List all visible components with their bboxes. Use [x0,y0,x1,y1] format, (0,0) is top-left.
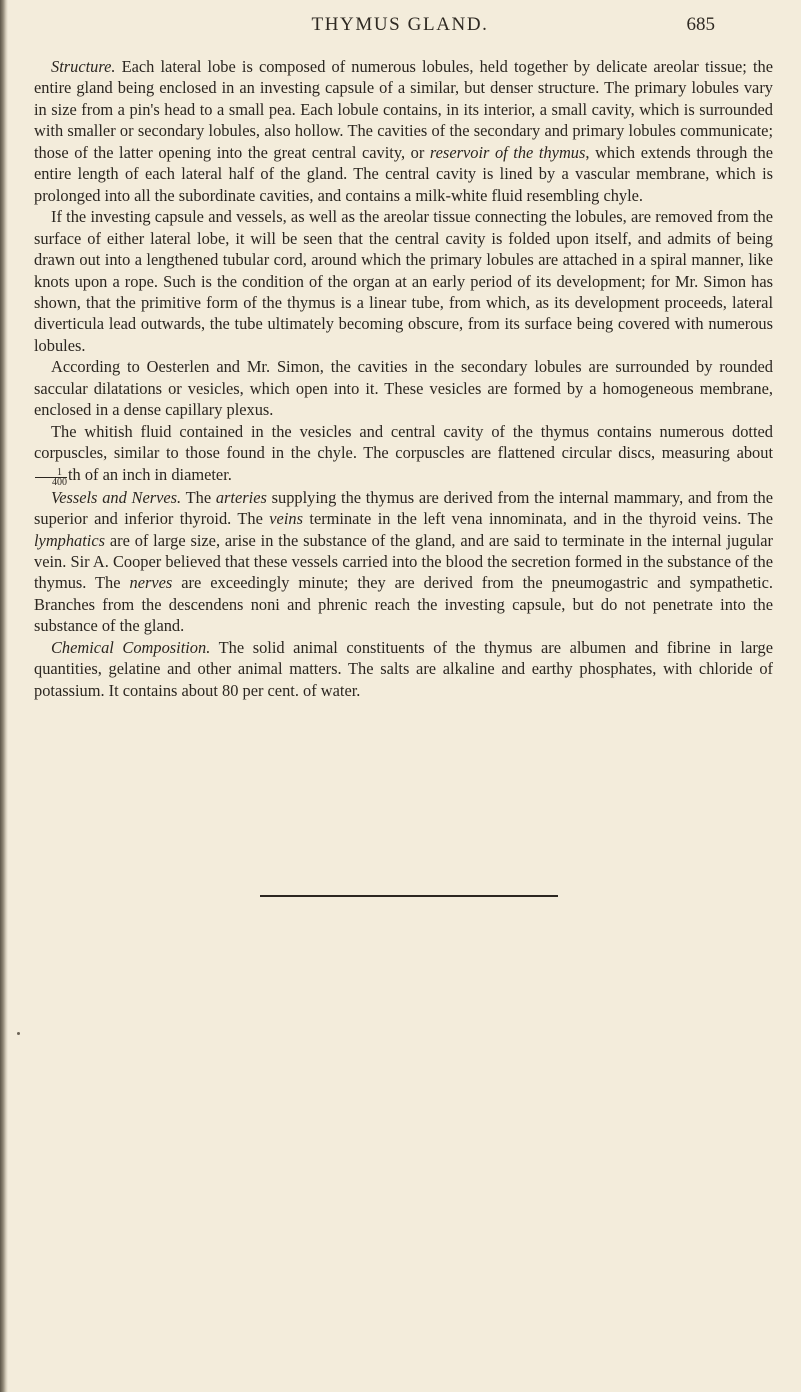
paragraph-text: According to Oesterlen and Mr. Simon, the cavities in the secondary lobules are surrounded by rounded saccular dilatations or vesicles, which open into it. These vesicles are formed by a homogeneous membrane, enclosed in a dense capillary plexus. [34,357,773,420]
paragraph-vesicles [34,356,773,420]
page-number: 685 [686,14,715,35]
paragraph-development [34,206,773,356]
paragraph-text: If the investing capsule and vessels, as well as the areolar tissue connecting the lobules, are removed from the surface of either lateral lobe, it will be seen that the central cavity is folded upon itself, and admits of being drawn out into a lengthened tubular cord, around which the primary lobules are attached in a spiral manner, like knots upon a rope. Such is the condition of the organ at an early period of its development; for Mr. Simon has shown, that the primitive form of the thymus is a linear tube, from which, as its development proceeds, lateral diverticula lead outwards, the tube ultimately becoming obscure, from its surface being covered with numerous lobules. [34,207,773,355]
paragraph-text: Each lateral lobe is composed of numerous lobules, held together by delicate areolar tissue; the entire gland being enclosed in an investing capsule of a similar, but denser structure. The primary lobules vary in size from a pin's head to a small pea. Each lobule contains, in its interior, a small cavity, which is surrounded with smaller or secondary lobules, also hollow. The cavities of the secondary and primary lobules communicate; those of the latter opening into the great central cavity, or [34,57,773,162]
section-heading-structure: Structure. [51,57,116,76]
paragraph-text: terminate in the left vena innominata, and in the thyroid veins. The [302,509,773,529]
paragraph-text: , which extends through the entire length of each lateral half of the gland. The central cavity is lined by a vascular membrane, which is prolonged into all the subordinate cavities, and contains a milk-white fluid resembling chyle. [34,142,773,205]
paragraph-text: are of large size, arise in the substance of the gland, and are said to terminate in the internal jugular vein. Sir A. Cooper believed that these vessels carried into the blood the secretion formed in the substance of the thymus. The [34,530,773,593]
paper-spot [17,1032,20,1035]
section-end-rule [260,895,558,897]
body-text [34,56,773,701]
italic-term: lymphatics [34,530,106,550]
running-title: THYMUS GLAND. [311,14,489,35]
paragraph-vessels-nerves [34,487,773,637]
paragraph-fluid [34,421,773,487]
fraction [35,468,67,487]
paragraph-chemical-composition [34,637,773,701]
paragraph-text: The solid animal constituents of the thymus are albumen and fibrine in large quantities, gelatine and other animal matters. The salts are alkaline and earthy phosphates, with chloride of potassium. It contains about 80 per cent. of water. [34,637,773,700]
fraction-denominator: 400 [52,476,67,488]
fraction-numerator: 1 [35,468,67,478]
paragraph-text: are exceedingly minute; they are derived from the pneumogastric and sympathetic. Branches from the descendens noni and phrenic reach the investing capsule, but do not penetrate into the substance of the gland. [34,573,774,636]
paragraph-structure [34,56,773,206]
italic-term: arteries [215,487,267,507]
paragraph-text: supplying the thymus are derived from the internal mammary, and from the superior and inferior thyroid. The [34,487,774,529]
paragraph-text: th of an inch in diameter. [68,464,232,484]
running-head [0,14,801,44]
italic-term: reservoir of the thymus [429,142,586,162]
section-heading-vessels-nerves: Vessels and Nerves. [51,487,182,507]
paragraph-text: The whitish fluid contained in the vesicles and central cavity of the thymus contains numerous dotted corpuscles, similar to those found in the chyle. The corpuscles are flattened circular discs, measuring about [34,421,773,463]
italic-term: nerves [129,573,173,593]
paragraph-text: The [181,487,216,507]
section-heading-chemical-composition: Chemical Composition. [51,637,211,657]
page-binding-edge [0,0,8,1392]
italic-term: veins [269,509,303,529]
